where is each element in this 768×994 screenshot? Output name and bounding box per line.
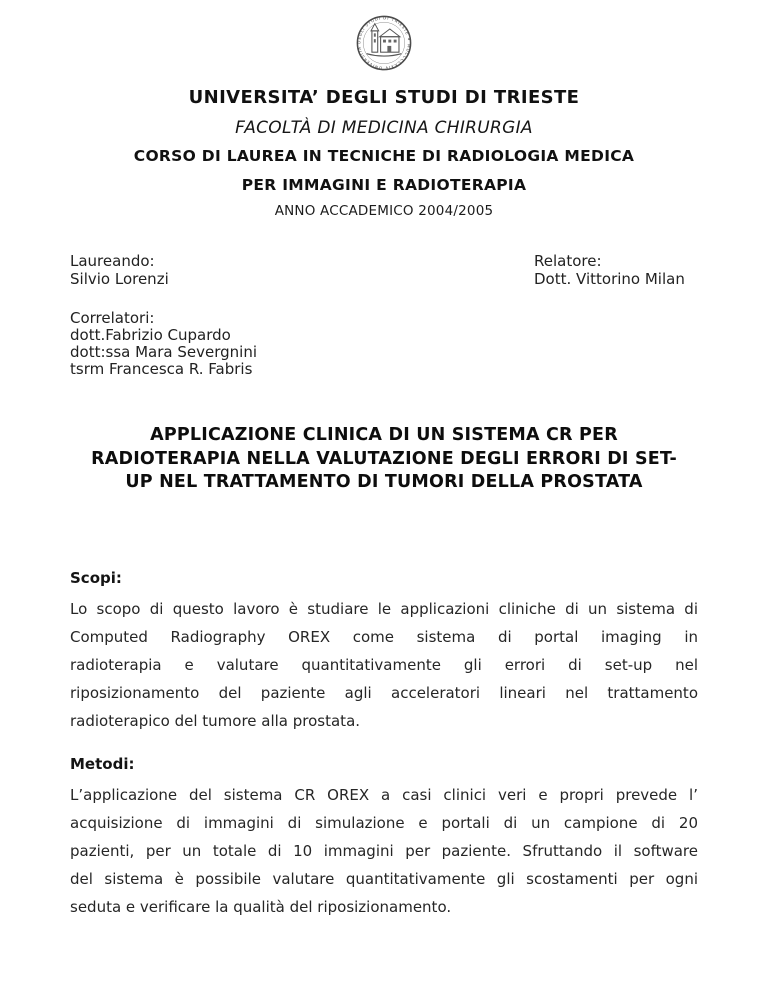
relatore-label: Relatore: bbox=[534, 252, 602, 270]
university-name: UNIVERSITA’ DEGLI STUDI DI TRIESTE bbox=[188, 87, 580, 108]
thesis-title-line: RADIOTERAPIA NELLA VALUTAZIONE DEGLI ERRORI DI SET- bbox=[91, 448, 677, 469]
thesis-title bbox=[70, 424, 698, 495]
svg-text:UNIVERSITÀ DEGLI STUDI DI TRIE: UNIVERSITÀ DEGLI STUDI DI TRIESTE ✦ MDCCCCXXIV bbox=[356, 15, 412, 71]
metodi-paragraph bbox=[70, 781, 698, 921]
course-name-line2: PER IMMAGINI E RADIOTERAPIA bbox=[241, 176, 527, 194]
university-seal-icon bbox=[355, 14, 413, 72]
paragraph-line: radioterapia e valutare quantitativamente gli errori di set-up nel bbox=[70, 655, 698, 674]
correlatore-name: dott:ssa Mara Severgnini bbox=[70, 343, 257, 361]
co-advisors-block bbox=[70, 310, 698, 378]
paragraph-line: L’applicazione del sistema CR OREX a casi clinici veri e propri prevede l’ bbox=[70, 785, 698, 804]
scopi-heading: Scopi: bbox=[70, 568, 122, 587]
correlatore-name: dott.Fabrizio Cupardo bbox=[70, 326, 231, 344]
academic-year: ANNO ACCADEMICO 2004/2005 bbox=[274, 203, 494, 219]
laureando-label: Laureando: bbox=[70, 252, 155, 270]
paragraph-line: seduta e verificare la qualità del riposizionamento. bbox=[70, 897, 452, 916]
paragraph-line: acquisizione di immagini di simulazione e portali di un campione di 20 bbox=[70, 813, 698, 832]
correlatori-label: Correlatori: bbox=[70, 309, 155, 327]
paragraph-line: riposizionamento del paziente agli acceleratori lineari nel trattamento bbox=[70, 683, 698, 702]
paragraph-line: radioterapico del tumore alla prostata. bbox=[70, 711, 361, 730]
faculty-name: FACOLTÀ DI MEDICINA CHIRURGIA bbox=[235, 118, 533, 138]
scopi-paragraph bbox=[70, 595, 698, 735]
paragraph-line: pazienti, per un totale di 10 immagini per paziente. Sfruttando il software bbox=[70, 841, 698, 860]
candidate-block bbox=[70, 252, 169, 288]
paragraph-line: del sistema è possibile valutare quantitativamente gli scostamenti per ogni bbox=[70, 869, 698, 888]
relatore-name: Dott. Vittorino Milan bbox=[534, 270, 685, 288]
laureando-name: Silvio Lorenzi bbox=[70, 270, 169, 288]
course-name-line1: CORSO DI LAUREA IN TECNICHE DI RADIOLOGIA MEDICA bbox=[133, 147, 635, 165]
university-seal-logo bbox=[70, 14, 698, 74]
metodi-heading: Metodi: bbox=[70, 754, 135, 773]
paragraph-line: Lo scopo di questo lavoro è studiare le applicazioni cliniche di un sistema di bbox=[70, 599, 698, 618]
thesis-title-line: APPLICAZIONE CLINICA DI UN SISTEMA CR PER bbox=[150, 425, 618, 445]
candidate-advisor-row bbox=[70, 252, 698, 288]
correlatore-name: tsrm Francesca R. Fabris bbox=[70, 360, 253, 378]
thesis-title-line: UP NEL TRATTAMENTO DI TUMORI DELLA PROSTATA bbox=[125, 472, 643, 492]
paragraph-line: Computed Radiography OREX come sistema di portal imaging in bbox=[70, 627, 698, 646]
advisor-block bbox=[534, 252, 698, 288]
